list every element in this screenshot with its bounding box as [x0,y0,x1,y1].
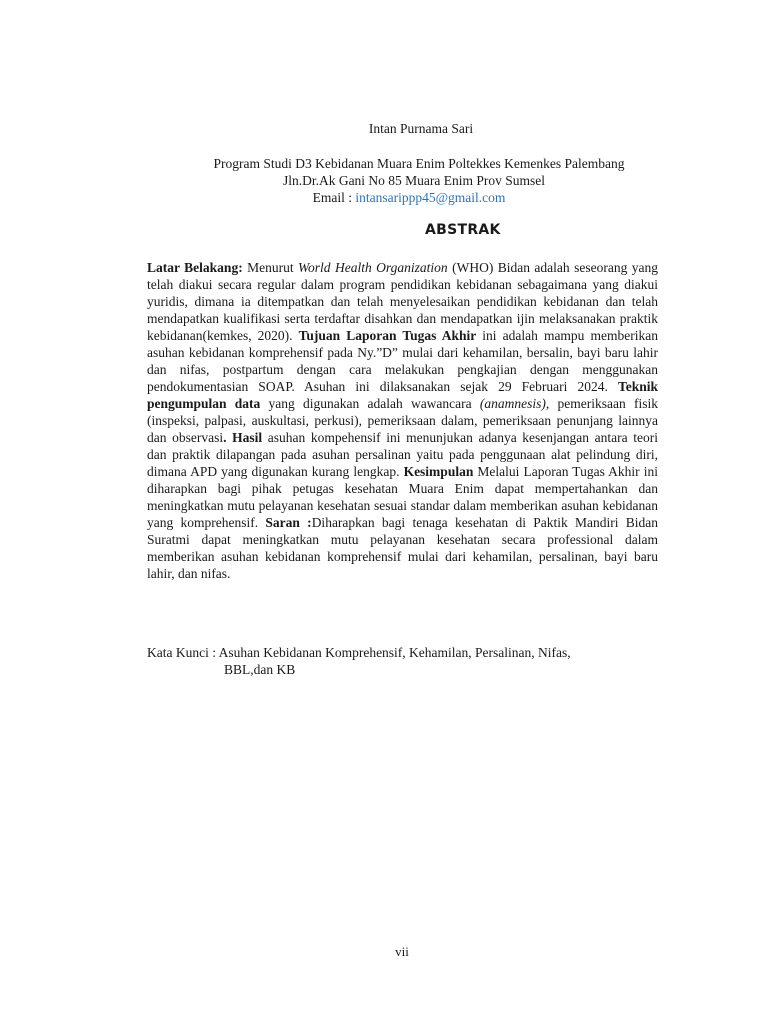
keywords [147,644,667,678]
saran-text: Diharapkan bagi tenaga kesehatan di Paktik Mandiri Bidan Suratmi dapat meningkatkan mutu pelayanan kesehatan secara professional dalam memberikan asuhan kebidanan komprehensif mulai dari kehamilan, persalinan, bayi baru lahir, dan nifas. [147,515,658,581]
study-program: Program Studi D3 Kebidanan Muara Enim Poltekkes Kemenkes Palembang [213,156,625,171]
latar-text-1: Menurut [242,260,299,275]
page-number: vii [395,944,409,959]
kesimpulan-label: Kesimpulan [403,464,474,479]
hasil-label: . Hasil [223,430,263,445]
keywords-line-1: Kata Kunci : Asuhan Kebidanan Komprehensif, Kehamilan, Persalinan, Nifas, [147,645,571,660]
hasil-text: asuhan kompehensif ini menunjukan adanya kesenjangan antara teori dan praktik dilapangan pada asuhan persalinan yaitu pada penggunaan alat pelindung diri, dimana APD yang digunakan kurang lengkap. [147,430,658,479]
teknik-label: Teknik pengumpulan data [147,379,658,411]
tujuan-text: ini adalah mampu memberikan asuhan kebidanan komprehensif pada Ny.”D” mulai dari kehamilan, bersalin, bayi baru lahir dan nifas, postpartum dengan cara melakukan pengkajian dengan menggunakan pendokumentasian SOAP. Asuhan ini dilaksanakan sejak 29 Februari 2024. [147,328,658,394]
abstract-title: ABSTRAK [425,222,501,238]
email-label: Email : [312,190,356,205]
author-name: Intan Purnama Sari [368,121,474,136]
email-line [25,189,768,206]
who-italic: World Health Organization [298,260,448,275]
abstract-body [147,259,658,582]
email-link[interactable]: intansarippp45@gmail.com [355,190,506,205]
tujuan-label: Tujuan Laporan Tugas Akhir [298,328,477,343]
kesimpulan-text: Melalui Laporan Tugas Akhir ini diharapkan bagi pihak petugas kesehatan Muara Enim dapat mempertahankan dan meningkatkan mutu pelayanan kesehatan sesuai standar dalam memberikan asuhan kebidanan yang komprehensif. [147,464,658,530]
institution-address: Jln.Dr.Ak Gani No 85 Muara Enim Prov Sumsel [282,173,546,188]
teknik-text-2: , pemeriksaan fisik (inspeksi, palpasi, auskultasi, perkusi), pemeriksaan dalam, pemeriksaan penunjang lainnya dan observasi [147,396,658,445]
latar-belakang-label: Latar Belakang: [147,260,243,275]
anamnesis-italic: (anamnesis) [479,396,546,411]
teknik-text-1: yang digunakan adalah wawancara [260,396,480,411]
keywords-line-2: BBL,dan KB [224,662,296,677]
saran-label: Saran : [265,515,312,530]
latar-text-2: (WHO) Bidan adalah seseorang yang telah diakui secara regular dalam program pendidikan kebidanan sebagaimana yang diakui yuridis, dimana ia ditempatkan dan telah menyelesaikan pendidikan kebidanan dan telah mendapatkan kualifikasi serta terdaftar disahkan dan mendapatkan ijin melaksanakan praktik kebidanan(kemkes, 2020). [147,260,658,343]
